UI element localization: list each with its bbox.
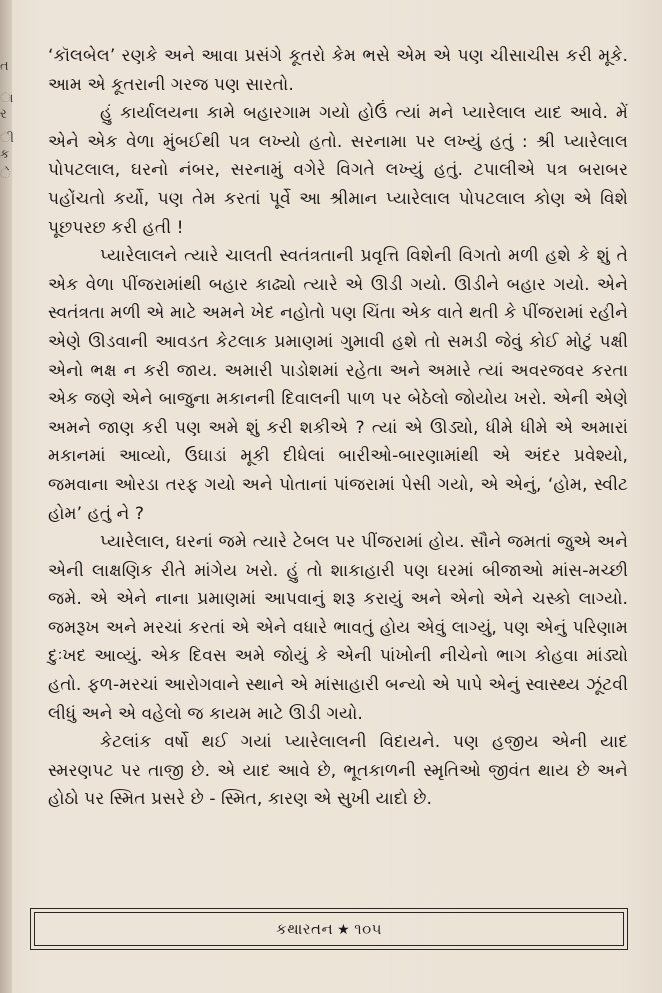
paragraph: પ્યારેલાલ, ઘરનાં જમે ત્યારે ટેબલ પર પીંજરામાં હોય. સૌને જમતાં જુએ અને એની લાક્ષણિક રીતે માંગેય ખરો. હું તો શાકાહારી પણ ઘરમાં બીજાઓ માંસ-મચ્છી જમે. એ એને નાના પ્રમાણમાં આપવાનું શરૂ કરાયું અને એનો એને ચસ્કો લાગ્યો. જમરૂખ અને મરચાં કરતાં એ એને વધારે ભાવતું હોય એવું લાગ્યું, પણ એનું પરિણામ દુઃખદ આવ્યું. એક દિવસ અમે જોયું કે એની પાંખોની નીચેનો ભાગ કોહવા માંડ્યો હતો. ફળ-મરચાં આરોગવાને સ્થાને એ માંસાહારી બન્યો એ પાપે એનું સ્વાસ્થ્ય ઝૂંટવી લીધું અને એ વહેલો જ કાયમ માટે ઊડી ગયો. — [48, 532, 628, 724]
paragraph: હું કાર્યાલયના કામે બહારગામ ગયો હોઉં ત્યાં મને પ્યારેલાલ યાદ આવે. મેં એને એક વેળા મુંબઈથી પત્ર લખ્યો હતો. સરનામા પર લખ્યું હતું : શ્રી પ્યારેલાલ પોપટલાલ, ઘરનો નંબર, સરનામું વગેરે વિગતે લખ્યું હતું. ટપાલીએ પત્ર બરાબર પહોંચતો કર્યો, પણ તેમ કરતાં પૂર્વે આ શ્રીમાન પ્યારેલાલ પોપટલાલ કોણ એ વિશે પૂછપરછ કરી હતી ! — [48, 103, 628, 238]
body-text — [48, 42, 628, 814]
spine-glyph: ા — [0, 91, 14, 106]
spine-glyph: ત — [0, 59, 9, 74]
spine-glyph: ે — [0, 167, 11, 182]
running-footer — [276, 920, 382, 938]
spine-glyph: ર — [0, 107, 7, 122]
star-icon: ★ — [337, 922, 351, 938]
paragraph: ‘કૉલબેલ’ રણકે અને આવા પ્રસંગે કૂતરો કેમ ભસે એમ એ પણ ચીસાચીસ કરી મૂકે. આમ એ કૂતરાની ગરજ પણ સારતો. — [48, 46, 628, 95]
paragraph: પ્યારેલાલને ત્યારે ચાલતી સ્વતંત્રતાની પ્રવૃત્તિ વિશેની વિગતો મળી હશે કે શું તે એક વેળા પીંજરામાંથી બહાર કાઢ્યો ત્યારે એ ઊડી ગયો. ઊડીને બહાર ગયો. એને સ્વતંત્રતા મળી એ માટે અમને ખેદ નહોતો પણ ચિંતા એક વાતે થતી કે પીંજરામાં રહીને એણે ઊડવાની આવડત કેટલાક પ્રમાણમાં ગુમાવી હશે તો સમડી જેવું કોઈ મોટું પક્ષી એનો ભક્ષ ન કરી જાય. અમારી પાડોશમાં રહેતા અને અમારે ત્યાં અવરજવર કરતા એક જણે એને બાજુના મકાનની દિવાલની પાળ પર બેઠેલો જોયોય ખરો. એની એણે અમને જાણ કરી પણ અમે શું કરી શકીએ ? ત્યાં એ ઊડ્યો, ધીમે ધીમે એ અમારાં મકાનમાં આવ્યો, ઉઘાડાં મૂકી દીધેલાં બારીઓ-બારણામાંથી એ અંદર પ્રવેશ્યો, જમવાના ઓરડા તરફ ગયો અને પોતાનાં પાંજરામાં પેસી ગયો, એ એનું, ‘હોમ, સ્વીટ હોમ’ હતું ને ? — [48, 246, 628, 524]
paragraph: કેટલાંક વર્ષો થઈ ગયાં પ્યારેલાલની વિદાયને. પણ હજીય એની યાદ સ્મરણપટ પર તાજી છે. એ યાદ આવે છે, ભૂતકાળની સ્મૃતિઓ જીવંત થાય છે અને હોઠો પર સ્મિત પ્રસરે છે - સ્મિત, કારણ એ સુખી યાદો છે. — [48, 732, 628, 810]
book-title: કથારતન — [276, 920, 334, 938]
spine-glyph: ક — [0, 147, 10, 162]
page-footer-inner-border — [34, 912, 624, 946]
page-number: ૧૦૫ — [354, 920, 382, 938]
spine-glyph: ી — [0, 131, 15, 146]
page-footer — [30, 908, 628, 950]
